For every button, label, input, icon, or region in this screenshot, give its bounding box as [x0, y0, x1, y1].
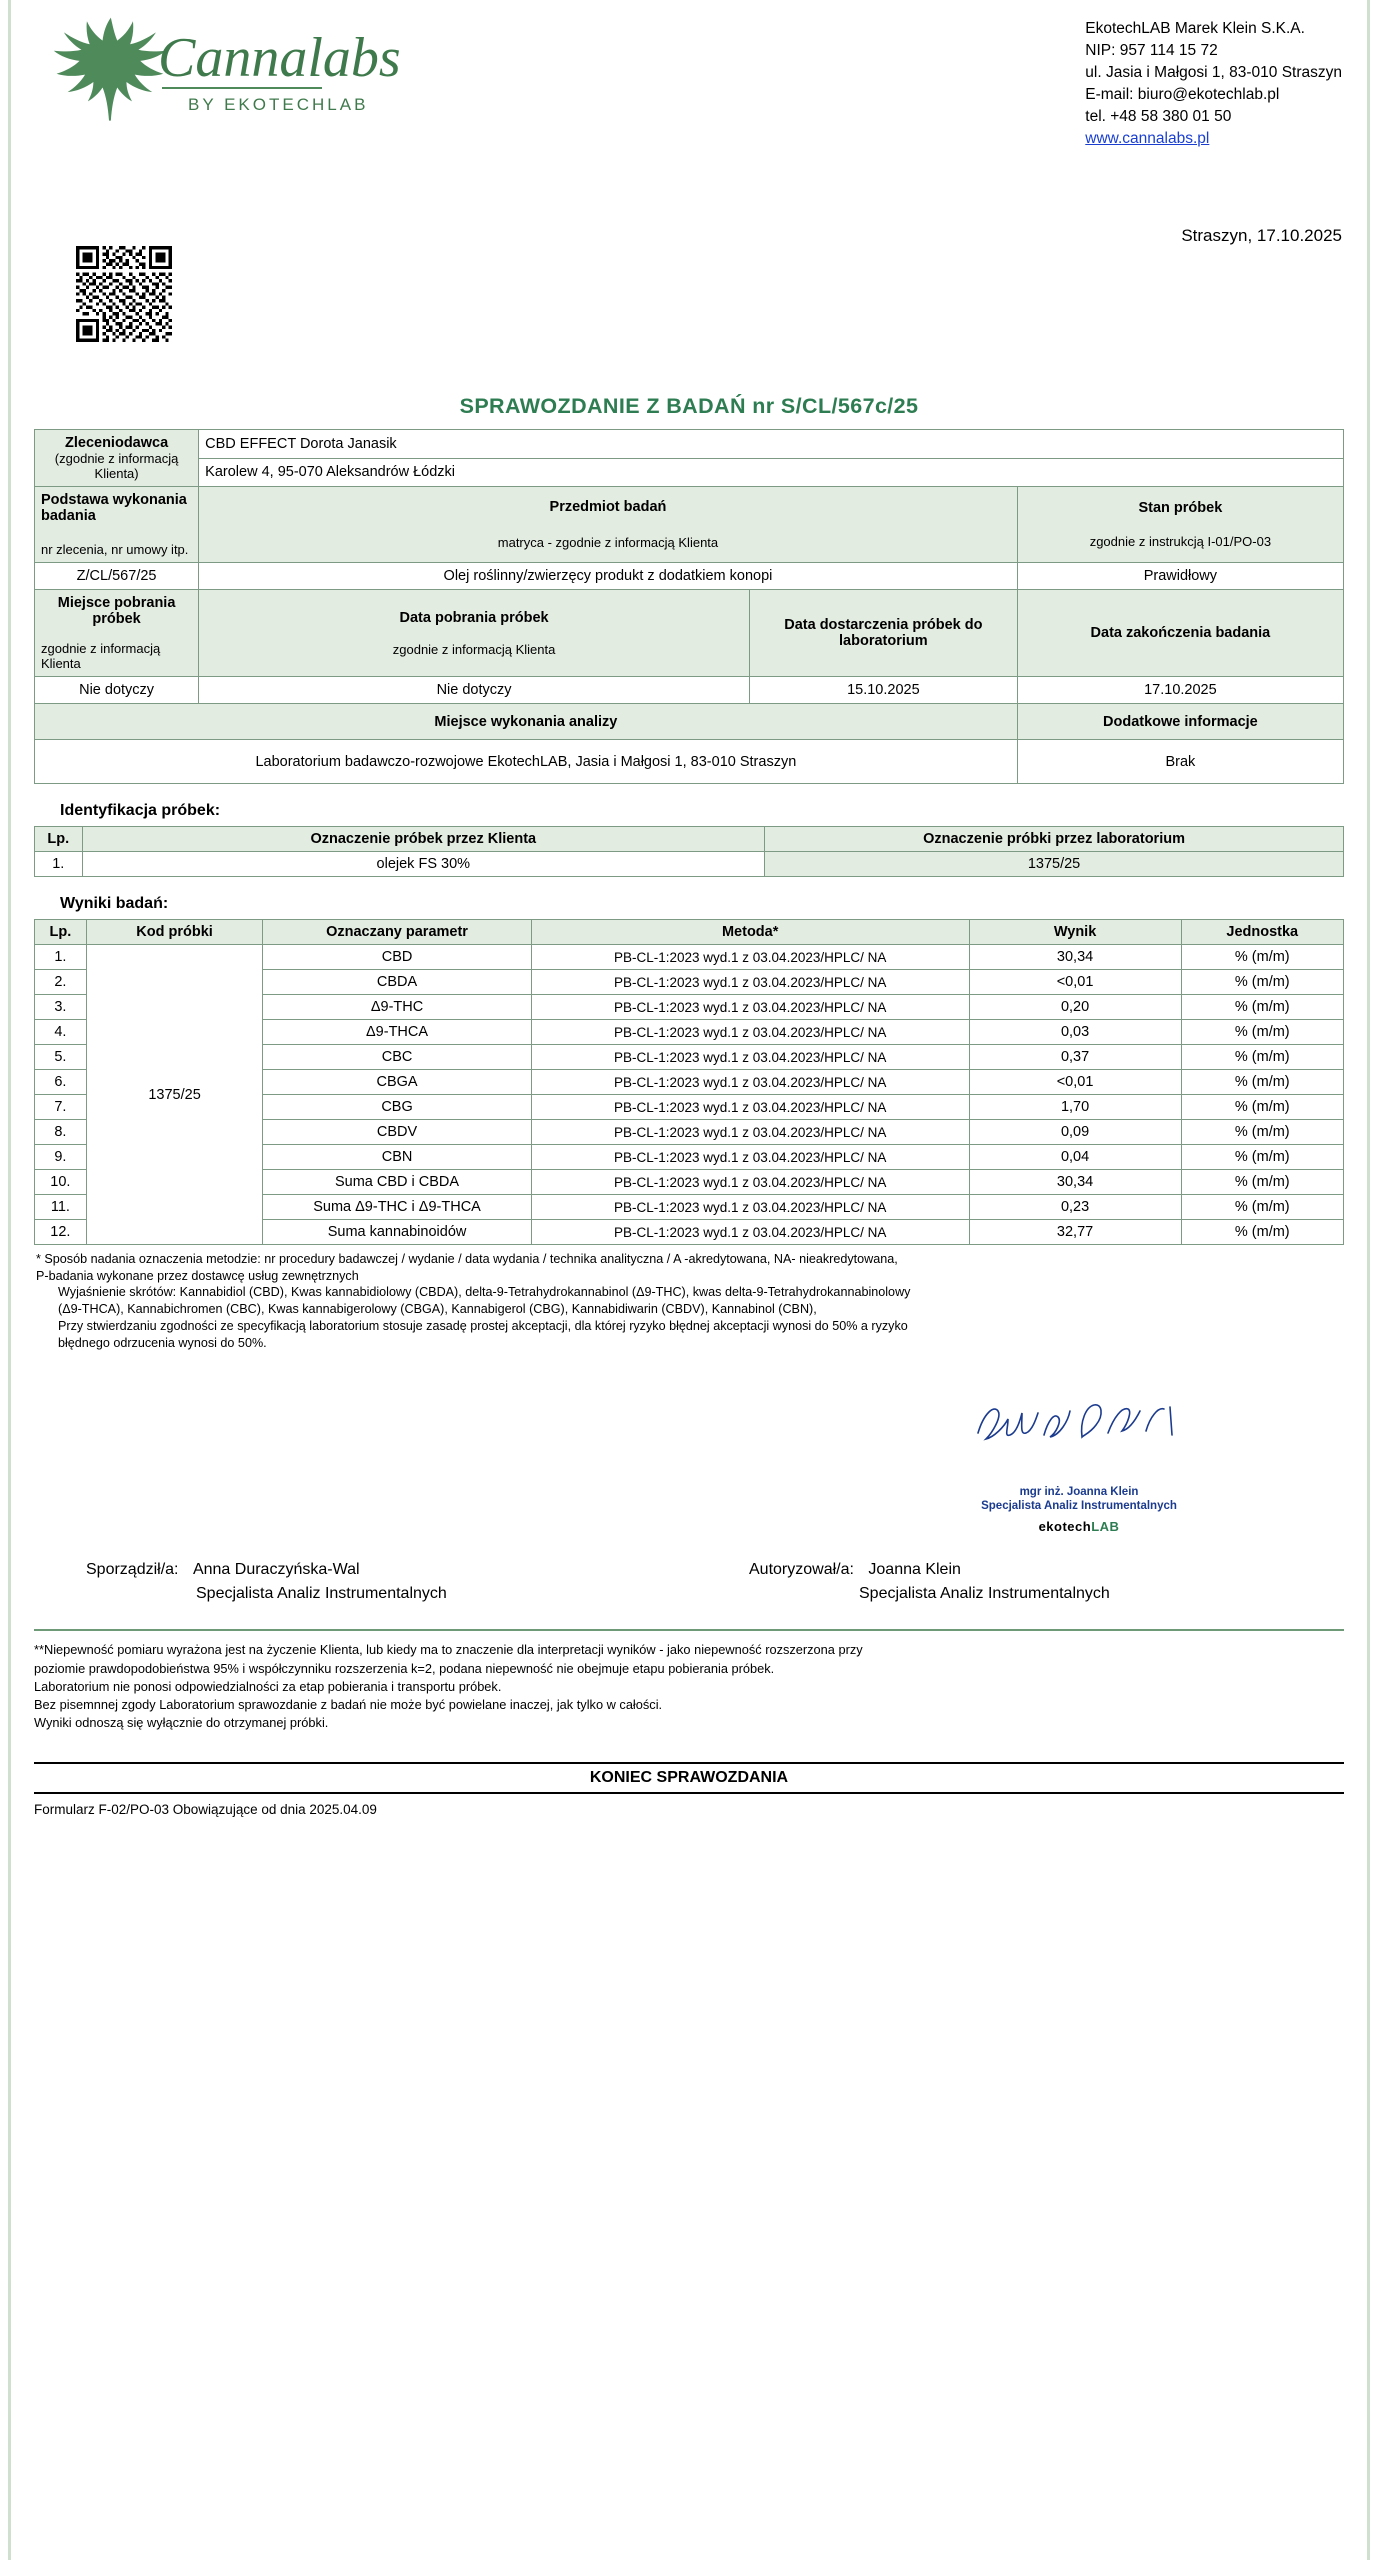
company-address: ul. Jasia i Małgosi 1, 83-010 Straszyn [1085, 64, 1342, 81]
sampling-date-label: Data pobrania próbek [399, 609, 549, 626]
result-lp: 11. [35, 1195, 87, 1220]
svg-text:Cannalabs: Cannalabs [158, 27, 401, 89]
result-lp: 3. [35, 995, 87, 1020]
result-unit: % (m/m) [1181, 1120, 1344, 1145]
analysis-place-label: Miejsce wykonania analizy [35, 704, 1018, 740]
prepared-by-name: Anna Duraczyńska-Wal [192, 1561, 360, 1579]
result-param: CBDA [263, 970, 531, 995]
result-param: CBD [263, 945, 531, 970]
additional-info-value: Brak [1017, 740, 1343, 784]
results-header-row [35, 920, 1344, 945]
result-result: 0,03 [969, 1020, 1181, 1045]
ident-col-lp: Lp. [35, 827, 83, 852]
page-title: SPRAWOZDANIE Z BADAŃ nr S/CL/567c/25 [459, 394, 919, 418]
footnote-line-3: Wyjaśnienie skrótów: Kannabidiol (CBD), Kwas kannabidiolowy (CBDA), delta-9-Tetrahydrokannabinol (Δ9-THC), kwas delta-9-Tetrahydrokannabinolowy [58, 1285, 911, 1300]
result-unit: % (m/m) [1181, 1045, 1344, 1070]
result-param: Suma Δ9-THC i Δ9-THCA [263, 1195, 531, 1220]
result-result: 0,04 [969, 1145, 1181, 1170]
delivery-date-value: 15.10.2025 [749, 677, 1017, 704]
result-result: 0,37 [969, 1045, 1181, 1070]
result-param: Suma kannabinoidów [263, 1220, 531, 1245]
result-method: PB-CL-1:2023 wyd.1 z 03.04.2023/HPLC/ NA [531, 1170, 969, 1195]
disclaimer-line-2: poziomie prawdopodobieństwa 95% i współczynniku rozszerzenia k=2, podana niepewność nie obejmuje etapu pobierania próbek. [34, 1660, 775, 1676]
subject-label-cell [199, 487, 1018, 563]
company-name: EkotechLAB Marek Klein S.K.A. [1085, 20, 1305, 37]
ident-lab-code: 1375/25 [765, 852, 1344, 877]
stamp-brand-lab: LAB [1091, 1518, 1120, 1534]
result-unit: % (m/m) [1181, 1145, 1344, 1170]
result-unit: % (m/m) [1181, 945, 1344, 970]
identification-table [34, 826, 1344, 877]
disclaimer-line-5: Wyniki odnoszą się wyłącznie do otrzymanej próbki. [34, 1715, 329, 1731]
ident-col-client: Oznaczenie próbek przez Klienta [82, 827, 765, 852]
result-param: CBDV [263, 1120, 531, 1145]
state-value: Prawidłowy [1017, 563, 1343, 590]
table-row [35, 945, 1344, 970]
identification-header-row [35, 827, 1344, 852]
result-method: PB-CL-1:2023 wyd.1 z 03.04.2023/HPLC/ NA [531, 945, 969, 970]
res-col-unit: Jednostka [1181, 920, 1344, 945]
company-phone: tel. +48 58 380 01 50 [1085, 108, 1232, 125]
disclaimer-block [34, 1629, 1344, 1732]
result-unit: % (m/m) [1181, 1195, 1344, 1220]
result-param: CBG [263, 1095, 531, 1120]
values-row-3 [35, 740, 1344, 784]
footnote-line-6: błędnego odrzucenia wynosi do 50%. [58, 1335, 267, 1350]
handwritten-signature-icon [964, 1387, 1194, 1487]
client-name-cell: CBD EFFECT Dorota Janasik [199, 430, 1344, 459]
disclaimer-line-4: Bez pisemnnej zgody Laboratorium sprawozdanie z badań nie może być powielane inaczej, jak tylko w całości. [34, 1696, 663, 1712]
basis-sub: nr zlecenia, nr umowy itp. [41, 542, 189, 557]
prepared-by-role: Specjalista Analiz Instrumentalnych [196, 1585, 447, 1603]
authorized-by-name: Joanna Klein [868, 1561, 961, 1579]
company-email: E-mail: biuro@ekotechlab.pl [1085, 86, 1280, 103]
end-date-label: Data zakończenia badania [1017, 590, 1343, 677]
result-lp: 8. [35, 1120, 87, 1145]
disclaimer-line-3: Laboratorium nie ponosi odpowiedzialności za etap pobierania i transportu próbek. [34, 1678, 502, 1694]
result-method: PB-CL-1:2023 wyd.1 z 03.04.2023/HPLC/ NA [531, 1070, 969, 1095]
disclaimer-line-1: **Niepewność pomiaru wyrażona jest na życzenie Klienta, lub kiedy ma to znaczenie dla interpretacji wyników - jako niepewność rozszerzona przy [34, 1642, 863, 1658]
cannabis-leaf-icon [40, 14, 440, 126]
client-row [35, 430, 1344, 459]
result-lp: 9. [35, 1145, 87, 1170]
subject-sub: matryca - zgodnie z informacją Klienta [497, 535, 719, 550]
result-lp: 5. [35, 1045, 87, 1070]
state-sub: zgodnie z instrukcją I-01/PO-03 [1089, 534, 1272, 549]
res-col-lp: Lp. [35, 920, 87, 945]
res-col-param: Oznaczany parametr [263, 920, 531, 945]
result-lp: 4. [35, 1020, 87, 1045]
delivery-date-label: Data dostarczenia próbek do laboratorium [749, 590, 1017, 677]
result-lp: 10. [35, 1170, 87, 1195]
method-footnote [34, 1251, 1344, 1351]
sampling-place-sub: zgodnie z informacją Klienta [41, 641, 161, 671]
result-param: Suma CBD i CBDA [263, 1170, 531, 1195]
company-website-link[interactable]: www.cannalabs.pl [1085, 130, 1210, 147]
company-nip: NIP: 957 114 15 72 [1085, 42, 1218, 59]
form-footer: Formularz F-02/PO-03 Obowiązujące od dnia 2025.04.09 [34, 1802, 377, 1818]
client-label-sub: (zgodnie z informacją Klienta) [54, 451, 179, 481]
basis-label: Podstawa wykonania badania [41, 492, 187, 524]
result-unit: % (m/m) [1181, 1070, 1344, 1095]
company-details [1085, 14, 1344, 150]
table-row [35, 852, 1344, 877]
result-method: PB-CL-1:2023 wyd.1 z 03.04.2023/HPLC/ NA [531, 1095, 969, 1120]
res-col-result: Wynik [969, 920, 1181, 945]
result-result: <0,01 [969, 970, 1181, 995]
sampling-date-value: Nie dotyczy [199, 677, 750, 704]
res-col-method: Metoda* [531, 920, 969, 945]
sampling-date-label-cell [199, 590, 750, 677]
svg-text:BY EKOTECHLAB: BY EKOTECHLAB [188, 95, 369, 114]
footnote-line-1: * Sposób nadania oznaczenia metodzie: nr procedury badawczej / wydanie / data wydania / technika analityczna / A -akredytowana, NA- nieakredytowana, [36, 1252, 898, 1266]
result-param: Δ9-THCA [263, 1020, 531, 1045]
authorized-by-label: Autoryzował/a: [749, 1561, 854, 1579]
result-result: 30,34 [969, 945, 1181, 970]
client-label-cell [35, 430, 199, 487]
subject-label: Przedmiot badań [549, 499, 667, 515]
sampling-place-label-cell [35, 590, 199, 677]
result-param: Δ9-THC [263, 995, 531, 1020]
result-method: PB-CL-1:2023 wyd.1 z 03.04.2023/HPLC/ NA [531, 1020, 969, 1045]
result-result: 1,70 [969, 1095, 1181, 1120]
result-lp: 12. [35, 1220, 87, 1245]
qr-code[interactable] [76, 246, 172, 342]
values-row-2 [35, 677, 1344, 704]
footnote-line-5: Przy stwierdzaniu zgodności ze specyfikacją laboratorium stosuje zasadę prostej akceptacji, dla której ryzyko błędnej akceptacji wynosi do 50% a ryzyko [58, 1318, 908, 1333]
result-result: 0,23 [969, 1195, 1181, 1220]
result-result: <0,01 [969, 1070, 1181, 1095]
footnote-line-4: (Δ9-THCA), Kannabichromen (CBC), Kwas kannabigerolowy (CBGA), Kannabigerol (CBG), Kannabidiwarin (CBDV), Kannabinol (CBN), [58, 1302, 817, 1317]
result-method: PB-CL-1:2023 wyd.1 z 03.04.2023/HPLC/ NA [531, 1120, 969, 1145]
analysis-place-value: Laboratorium badawczo-rozwojowe EkotechLAB, Jasia i Małgosi 1, 83-010 Straszyn [35, 740, 1018, 784]
results-heading: Wyniki badań: [60, 895, 169, 912]
result-method: PB-CL-1:2023 wyd.1 z 03.04.2023/HPLC/ NA [531, 1220, 969, 1245]
additional-info-label: Dodatkowe informacje [1017, 704, 1343, 740]
stamp-role: Specjalista Analiz Instrumentalnych [981, 1499, 1177, 1512]
cannalabs-logo [34, 14, 454, 126]
signature-names [34, 1561, 1344, 1603]
result-unit: % (m/m) [1181, 1020, 1344, 1045]
stamp-brand-ekotech: ekotech [1038, 1518, 1092, 1534]
result-unit: % (m/m) [1181, 970, 1344, 995]
state-label: Stan próbek [1138, 500, 1223, 516]
sampling-place-label: Miejsce pobrania próbek [57, 595, 176, 627]
ident-col-lab: Oznaczenie próbki przez laboratorium [765, 827, 1344, 852]
basis-value: Z/CL/567/25 [35, 563, 199, 590]
values-row-1 [35, 563, 1344, 590]
report-info-table [34, 429, 1344, 784]
result-param: CBN [263, 1145, 531, 1170]
res-col-code: Kod próbki [86, 920, 263, 945]
result-method: PB-CL-1:2023 wyd.1 z 03.04.2023/HPLC/ NA [531, 995, 969, 1020]
headers-row-3 [35, 704, 1344, 740]
result-method: PB-CL-1:2023 wyd.1 z 03.04.2023/HPLC/ NA [531, 1045, 969, 1070]
place-and-date: Straszyn, 17.10.2025 [1181, 226, 1342, 245]
prepared-by-block [34, 1561, 689, 1603]
document-header [34, 0, 1344, 150]
client-address-cell: Karolew 4, 95-070 Aleksandrów Łódzki [199, 458, 1344, 487]
headers-row-1 [35, 487, 1344, 563]
headers-row-2 [35, 590, 1344, 677]
result-unit: % (m/m) [1181, 1170, 1344, 1195]
result-sample-code: 1375/25 [86, 945, 263, 1245]
result-result: 30,34 [969, 1170, 1181, 1195]
result-result: 0,20 [969, 995, 1181, 1020]
signature-stamp [964, 1387, 1194, 1533]
authorized-by-role: Specjalista Analiz Instrumentalnych [859, 1585, 1110, 1603]
result-param: CBGA [263, 1070, 531, 1095]
result-lp: 2. [35, 970, 87, 995]
sampling-place-value: Nie dotyczy [35, 677, 199, 704]
results-table [34, 919, 1344, 1245]
end-date-value: 17.10.2025 [1017, 677, 1343, 704]
result-unit: % (m/m) [1181, 1095, 1344, 1120]
result-method: PB-CL-1:2023 wyd.1 z 03.04.2023/HPLC/ NA [531, 1195, 969, 1220]
result-result: 0,09 [969, 1120, 1181, 1145]
stamp-name: mgr inż. Joanna Klein [1019, 1486, 1139, 1499]
result-method: PB-CL-1:2023 wyd.1 z 03.04.2023/HPLC/ NA [531, 970, 969, 995]
subject-value: Olej roślinny/zwierzęcy produkt z dodatkiem konopi [199, 563, 1018, 590]
client-address-row [35, 458, 1344, 487]
footnote-line-2: P-badania wykonane przez dostawcę usług zewnętrznych [36, 1268, 359, 1283]
result-lp: 7. [35, 1095, 87, 1120]
basis-label-cell [35, 487, 199, 563]
identification-heading: Identyfikacja próbek: [60, 802, 221, 819]
ident-client-name: olejek FS 30% [82, 852, 765, 877]
end-of-report-banner: KONIEC SPRAWOZDANIA [34, 1762, 1344, 1794]
result-lp: 1. [35, 945, 87, 970]
result-param: CBC [263, 1045, 531, 1070]
state-label-cell [1017, 487, 1343, 563]
result-result: 32,77 [969, 1220, 1181, 1245]
client-label: Zleceniodawca [65, 435, 169, 451]
result-lp: 6. [35, 1070, 87, 1095]
result-unit: % (m/m) [1181, 995, 1344, 1020]
ident-lp: 1. [35, 852, 83, 877]
sampling-date-sub: zgodnie z informacją Klienta [392, 641, 556, 657]
prepared-by-label: Sporządził/a: [86, 1561, 179, 1579]
result-unit: % (m/m) [1181, 1220, 1344, 1245]
authorized-by-block [689, 1561, 1344, 1603]
signature-area [34, 1387, 1344, 1557]
result-method: PB-CL-1:2023 wyd.1 z 03.04.2023/HPLC/ NA [531, 1145, 969, 1170]
